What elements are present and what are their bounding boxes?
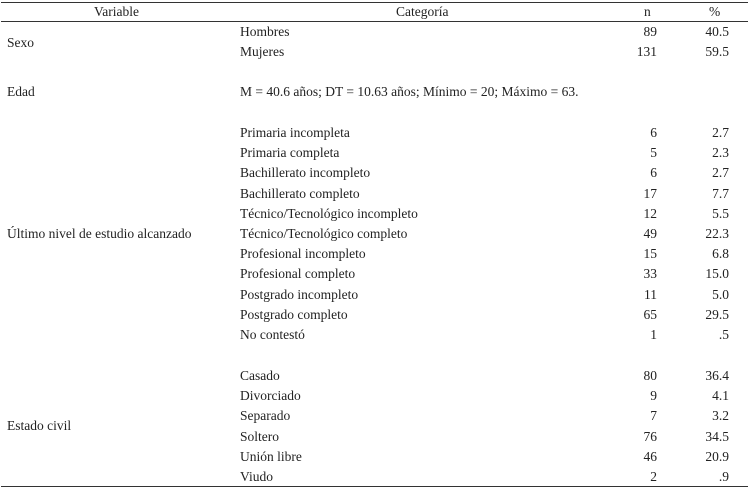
count-cell: 1 — [650, 327, 657, 342]
count-cell: 2 — [650, 469, 657, 484]
count-cell: 89 — [643, 24, 657, 39]
count-cell: 49 — [643, 226, 657, 241]
count-cell: 131 — [636, 44, 657, 59]
percent-cell: 5.0 — [712, 287, 729, 302]
percent-cell: 6.8 — [712, 246, 729, 261]
percent-cell: 36.4 — [705, 368, 729, 383]
variable-label: Sexo — [7, 35, 34, 50]
variable-label: Último nivel de estudio alcanzado — [7, 226, 192, 241]
count-cell: 6 — [650, 125, 657, 140]
age-summary: M = 40.6 años; DT = 10.63 años; Mínimo = 20; Máximo = 63. — [240, 84, 579, 99]
category-cell: Divorciado — [240, 388, 301, 403]
percent-cell: 3.2 — [712, 408, 729, 423]
count-cell: 33 — [643, 266, 657, 281]
category-cell: Unión libre — [240, 449, 302, 464]
count-cell: 7 — [650, 408, 657, 423]
percent-cell: .5 — [718, 327, 729, 342]
category-cell: Primaria completa — [240, 145, 340, 160]
header-n: n — [644, 4, 651, 19]
percent-cell: 20.9 — [705, 449, 729, 464]
category-cell: Postgrado incompleto — [240, 287, 359, 302]
percent-cell: 2.7 — [712, 165, 729, 180]
count-cell: 17 — [643, 186, 657, 201]
count-cell: 5 — [650, 145, 657, 160]
variable-label: Edad — [7, 84, 35, 99]
table-bottom-rule — [1, 486, 748, 487]
header-category: Categoría — [396, 4, 449, 19]
category-cell: Bachillerato completo — [240, 186, 360, 201]
count-cell: 65 — [643, 307, 657, 322]
category-cell: Soltero — [240, 429, 279, 444]
percent-cell: 7.7 — [712, 186, 729, 201]
category-cell: Profesional incompleto — [240, 246, 366, 261]
header-variable: Variable — [94, 4, 139, 19]
category-cell: Casado — [240, 368, 280, 383]
category-cell: Profesional completo — [240, 266, 356, 281]
count-cell: 12 — [643, 206, 657, 221]
category-cell: Bachillerato incompleto — [240, 165, 371, 180]
percent-cell: 29.5 — [705, 307, 729, 322]
variable-label: Estado civil — [7, 418, 72, 433]
count-cell: 76 — [643, 429, 657, 444]
count-cell: 15 — [643, 246, 657, 261]
count-cell: 80 — [643, 368, 657, 383]
percent-cell: 59.5 — [705, 44, 729, 59]
percent-cell: 34.5 — [705, 429, 729, 444]
percent-cell: 40.5 — [705, 24, 729, 39]
count-cell: 46 — [643, 449, 657, 464]
percent-cell: 5.5 — [712, 206, 729, 221]
count-cell: 6 — [650, 165, 657, 180]
count-cell: 11 — [644, 287, 657, 302]
percent-cell: 4.1 — [712, 388, 729, 403]
percent-cell: .9 — [718, 469, 729, 484]
percent-cell: 22.3 — [705, 226, 729, 241]
category-cell: Separado — [240, 408, 291, 423]
header-percent: % — [709, 4, 721, 19]
category-cell: Técnico/Tecnológico incompleto — [240, 206, 418, 221]
percent-cell: 2.7 — [712, 125, 729, 140]
category-cell: Postgrado completo — [240, 307, 348, 322]
table-top-rule — [1, 2, 748, 3]
percent-cell: 2.3 — [712, 145, 729, 160]
category-cell: Mujeres — [240, 44, 285, 59]
count-cell: 9 — [650, 388, 657, 403]
category-cell: Viudo — [240, 469, 273, 484]
percent-cell: 15.0 — [705, 266, 729, 281]
category-cell: Hombres — [240, 24, 290, 39]
category-cell: Primaria incompleta — [240, 125, 350, 140]
category-cell: Técnico/Tecnológico completo — [240, 226, 408, 241]
category-cell: No contestó — [240, 327, 305, 342]
header-rule — [1, 21, 748, 22]
